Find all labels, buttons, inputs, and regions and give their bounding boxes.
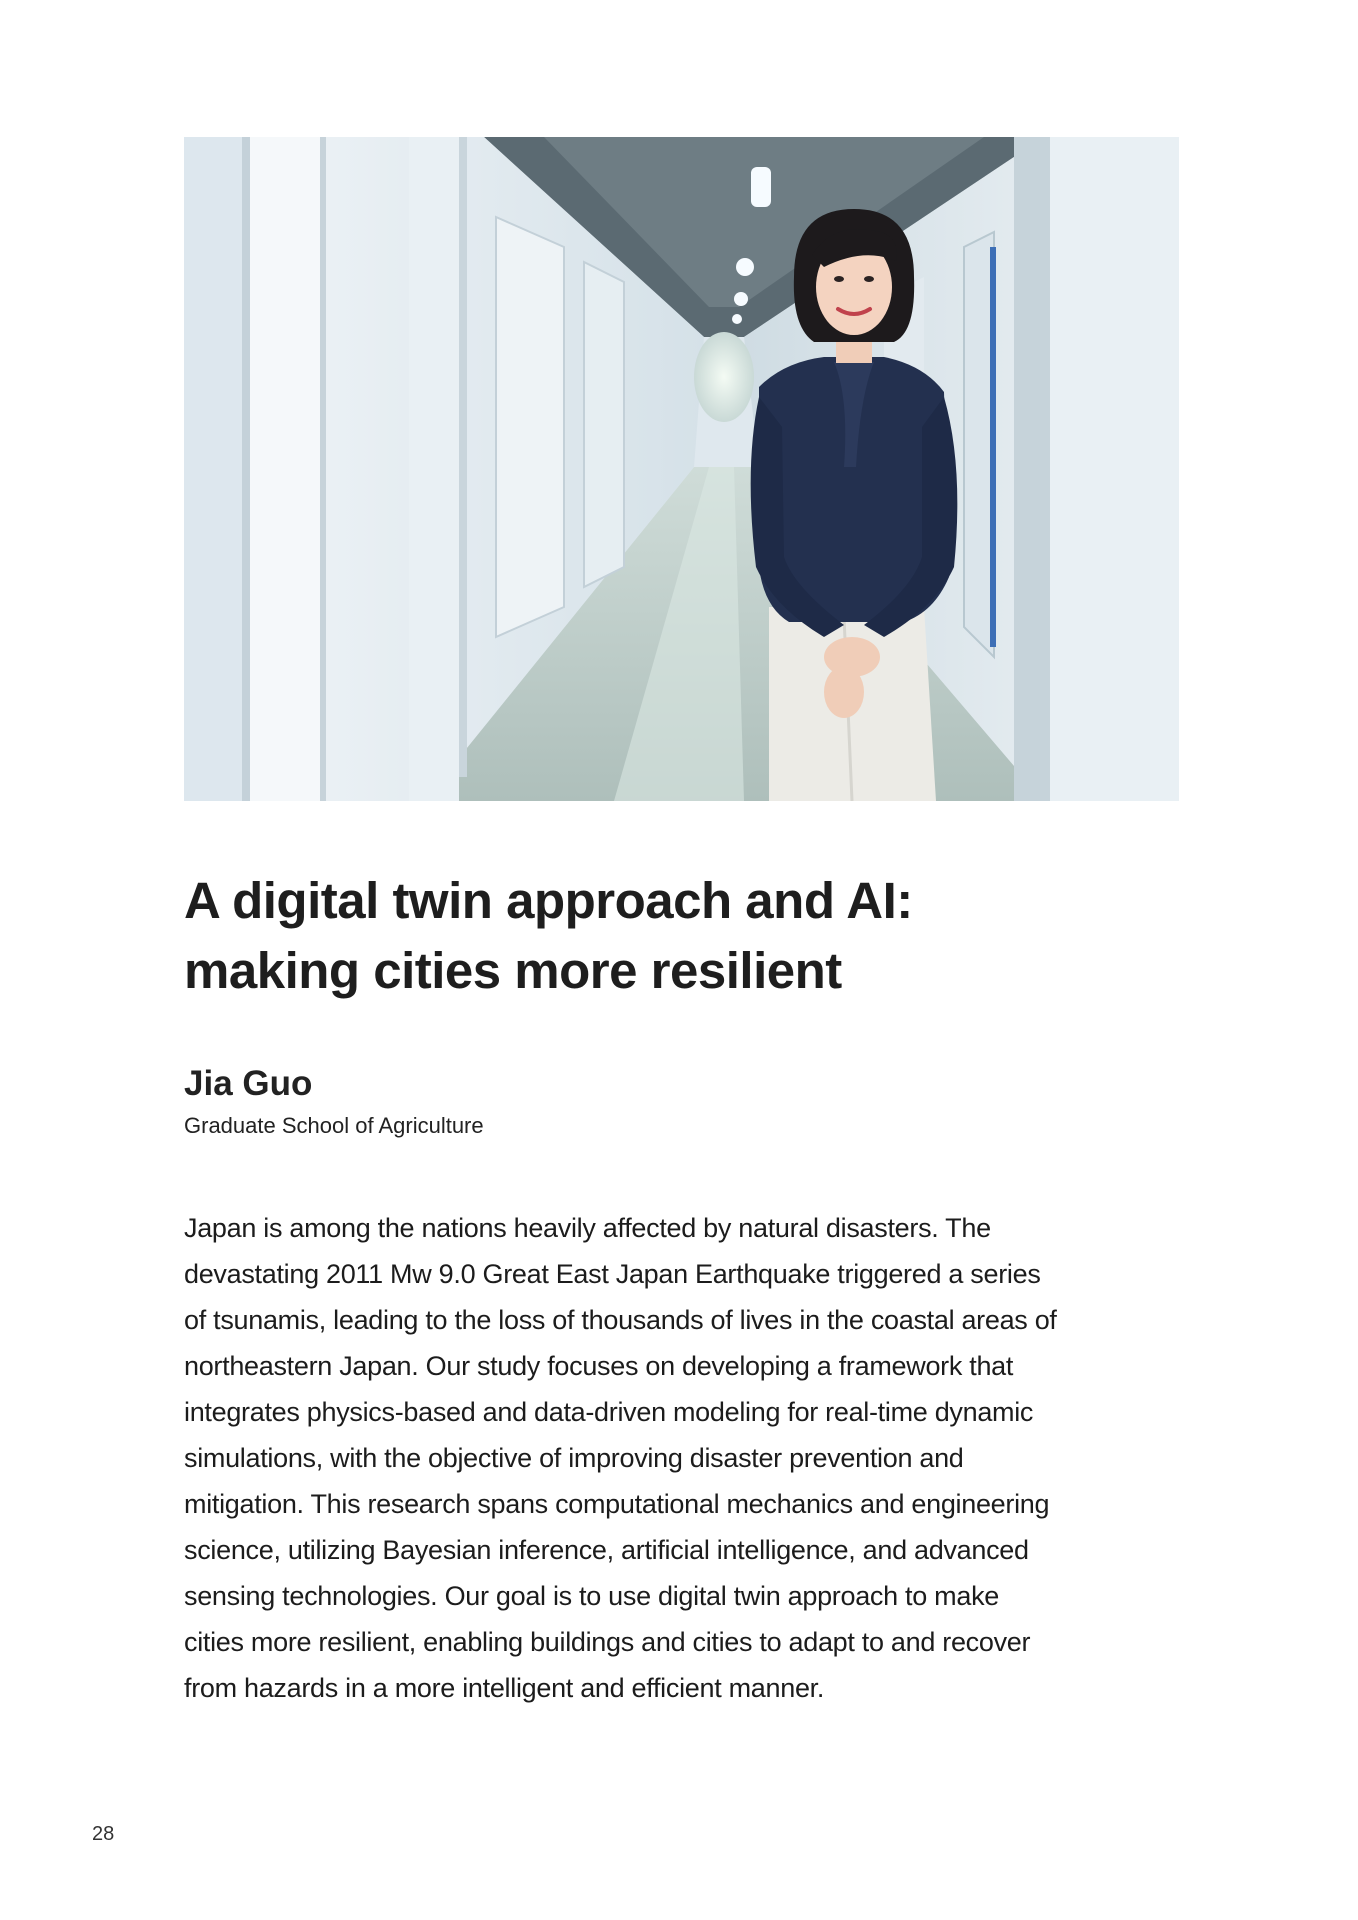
body-line: simulations, with the objective of improving disaster prevention and xyxy=(184,1443,964,1473)
body-line: mitigation. This research spans computational mechanics and engineering xyxy=(184,1489,1050,1519)
body-line: Japan is among the nations heavily affected by natural disasters. The xyxy=(184,1213,991,1243)
body-line: science, utilizing Bayesian inference, artificial intelligence, and advanced xyxy=(184,1535,1029,1565)
portrait-photo xyxy=(184,137,1179,801)
body-line: sensing technologies. Our goal is to use digital twin approach to make xyxy=(184,1581,999,1611)
article-title xyxy=(184,866,1179,1006)
article-body xyxy=(184,1205,1184,1711)
body-line: northeastern Japan. Our study focuses on developing a framework that xyxy=(184,1351,1014,1381)
author-name: Jia Guo xyxy=(184,1064,313,1103)
body-line: from hazards in a more intelligent and efficient manner. xyxy=(184,1673,825,1703)
body-line: devastating 2011 Mw 9.0 Great East Japan Earthquake triggered a series xyxy=(184,1259,1041,1289)
page-number: 28 xyxy=(92,1823,115,1845)
body-line: cities more resilient, enabling buildings and cities to adapt to and recover xyxy=(184,1627,1031,1657)
body-line: integrates physics-based and data-driven modeling for real-time dynamic xyxy=(184,1397,1034,1427)
body-line: of tsunamis, leading to the loss of thousands of lives in the coastal areas of xyxy=(184,1305,1057,1335)
article-title-line-2: making cities more resilient xyxy=(184,942,842,999)
corridor-portrait-illustration xyxy=(184,137,1179,801)
author-affiliation: Graduate School of Agriculture xyxy=(184,1113,484,1138)
article-title-line-1: A digital twin approach and AI: xyxy=(184,872,913,929)
